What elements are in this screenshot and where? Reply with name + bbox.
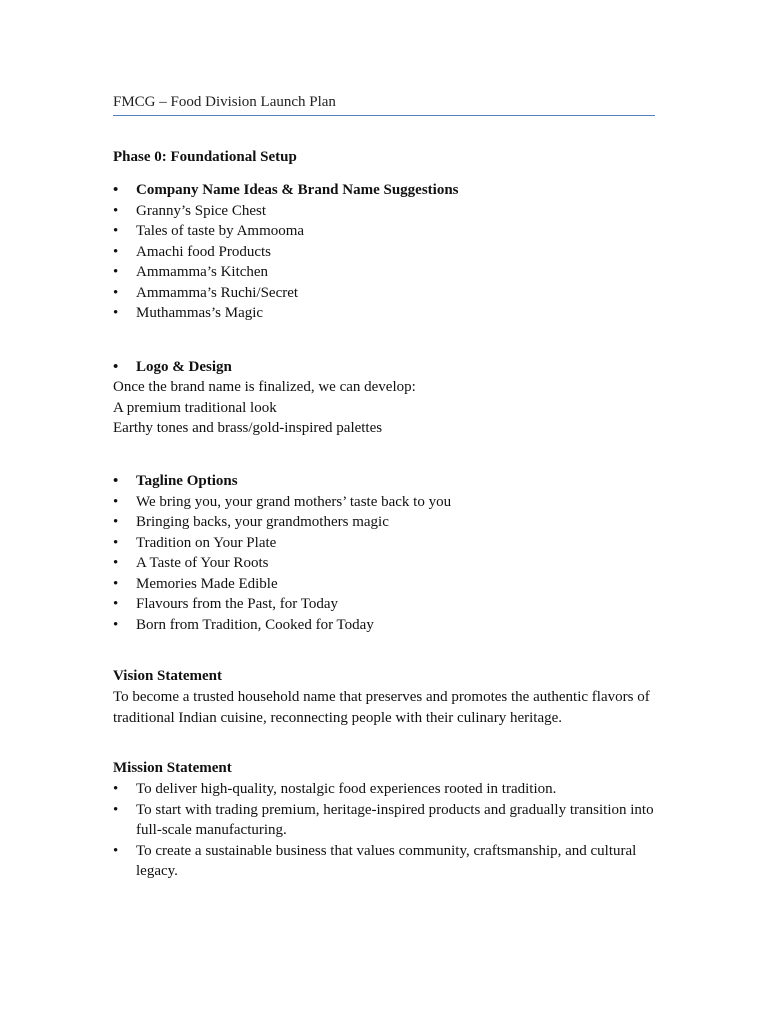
bullet-icon: • [113,842,119,859]
bullet-icon: • [113,243,119,260]
list-item: • To deliver high-quality, nostalgic food experiences rooted in tradition. [113,779,655,800]
bullet-icon: • [113,264,119,280]
brand-name-list [113,180,655,324]
bullet-icon: • [113,555,119,571]
list-item: • Amachi food Products [113,242,655,263]
header-divider [113,115,655,116]
list-item: • Ammamma’s Ruchi/Secret [113,283,655,304]
bullet-icon: • [113,596,119,612]
list-item: • Memories Made Edible [113,574,655,595]
list-item: • Flavours from the Past, for Today [113,594,655,615]
bullet-icon: • [113,284,119,301]
logo-design-description [113,377,655,439]
list-item: • To start with trading premium, heritage-inspired products and gradually transition into full-scale manufacturing. [113,801,654,838]
list-item: • Tradition on Your Plate [113,533,655,554]
bullet-icon: • [113,359,119,375]
text-line: Once the brand name is finalized, we can develop: [113,379,416,395]
bullet-icon: • [113,514,119,530]
bullet-icon: • [113,781,119,797]
phase-heading: Phase 0: Foundational Setup [113,149,297,165]
vision-heading: Vision Statement [113,668,223,684]
text-line: Earthy tones and brass/gold-inspired palettes [113,420,383,436]
bullet-icon: • [113,575,119,592]
logo-design-heading-list [113,357,655,378]
list-item: • Ammamma’s Kitchen [113,262,655,283]
list-item: • Tagline Options [113,471,655,492]
tagline-list [113,471,655,635]
list-item: • Bringing backs, your grandmothers magic [113,512,655,533]
bullet-icon: • [113,182,119,198]
vision-text: To become a trusted household name that preserves and promotes the authentic flavors of traditional Indian cuisine, reconnecting people with their culinary heritage. [113,689,650,726]
bullet-icon: • [113,616,119,633]
list-item: • A Taste of Your Roots [113,553,655,574]
list-item: • Born from Tradition, Cooked for Today [113,615,655,636]
bullet-icon: • [113,534,119,551]
mission-heading: Mission Statement [113,760,232,776]
list-item: • Company Name Ideas & Brand Name Suggestions [113,180,655,201]
mission-list [113,779,655,882]
list-item: • We bring you, your grand mothers’ taste back to you [113,492,655,513]
list-item: • Logo & Design [113,357,655,378]
text-line: A premium traditional look [113,399,277,416]
bullet-icon: • [113,801,119,818]
bullet-icon: • [113,305,119,321]
list-item: • Muthammas’s Magic [113,303,655,324]
list-item: • To create a sustainable business that values community, craftsmanship, and cultural legacy. [113,842,637,879]
bullet-icon: • [113,223,119,239]
bullet-icon: • [113,473,119,489]
document-header-title: FMCG – Food Division Launch Plan [113,94,336,110]
bullet-icon: • [113,202,119,219]
list-item: • Tales of taste by Ammooma [113,221,655,242]
bullet-icon: • [113,493,119,510]
list-item: • Granny’s Spice Chest [113,201,655,222]
